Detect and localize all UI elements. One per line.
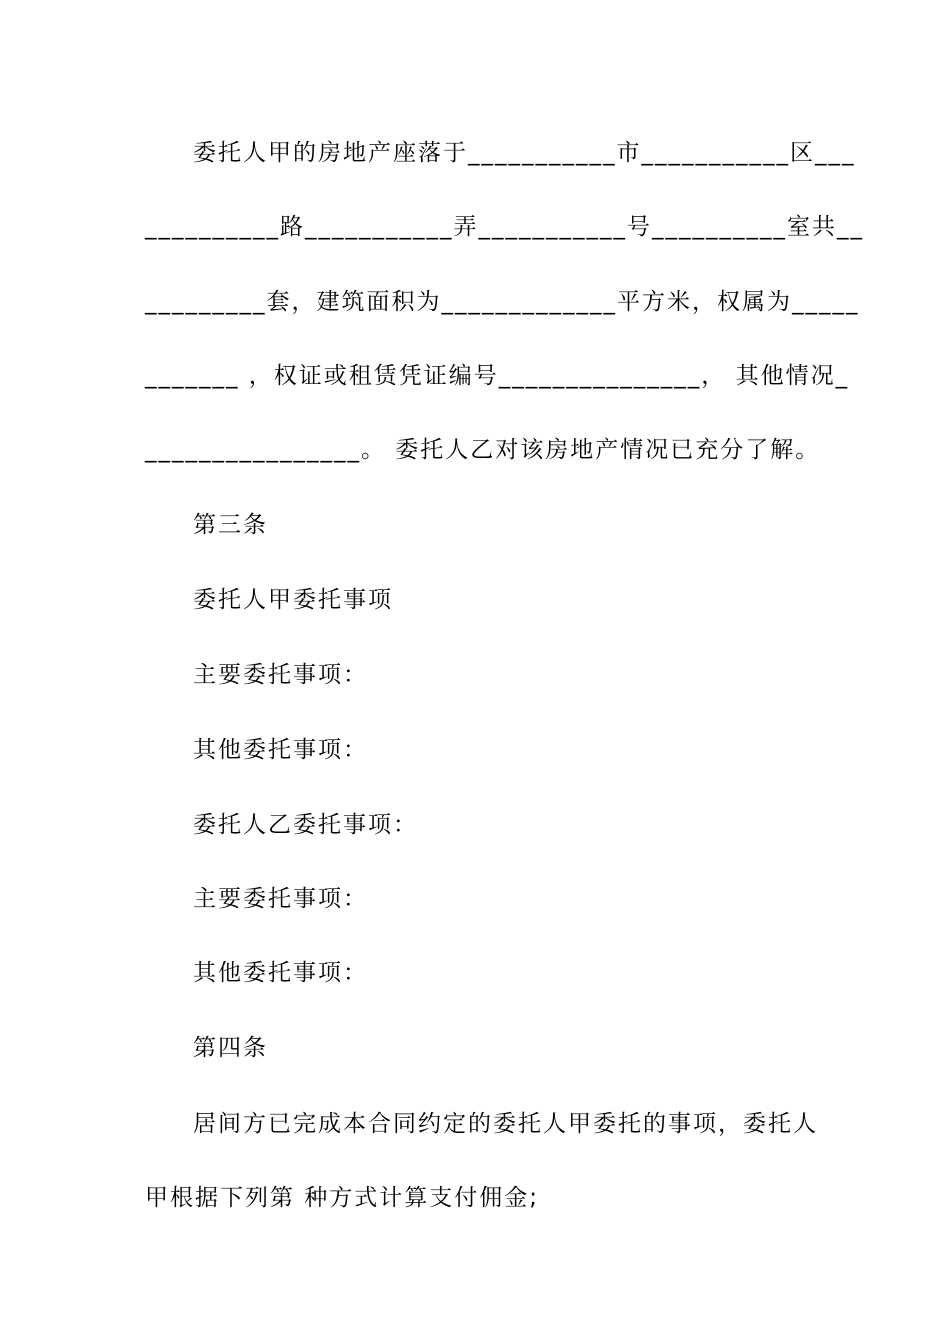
commission-clause-line-1: 居间方已完成本合同约定的委托人甲委托的事项，委托人: [193, 1111, 818, 1137]
party-b-other-matters: 其他委托事项：: [193, 960, 368, 986]
property-location-line-1: 委托人甲的房地产座落于___________市___________区___: [193, 140, 856, 166]
party-a-entrusted-matters-heading: 委托人甲委托事项: [193, 587, 393, 613]
party-b-main-matters: 主要委托事项：: [193, 886, 368, 912]
property-understanding-line: ________________。 委托人乙对该房地产情况已充分了解。: [145, 437, 821, 463]
article-three-heading: 第三条: [193, 512, 268, 538]
property-certificate-line: _______ ，权证或租赁凭证编号_______________， 其他情况_: [145, 363, 850, 389]
commission-clause-line-2: 甲根据下列第 种方式计算支付佣金;: [145, 1185, 540, 1211]
property-location-line-2: __________路___________弄___________号__________室共__: [145, 214, 864, 240]
party-a-other-matters: 其他委托事项：: [193, 737, 368, 763]
article-four-heading: 第四条: [193, 1035, 268, 1061]
property-area-line: _________套，建筑面积为_____________平方米，权属为_____: [145, 289, 860, 315]
party-a-main-matters: 主要委托事项：: [193, 662, 368, 688]
party-b-entrusted-matters-heading: 委托人乙委托事项：: [193, 812, 418, 838]
